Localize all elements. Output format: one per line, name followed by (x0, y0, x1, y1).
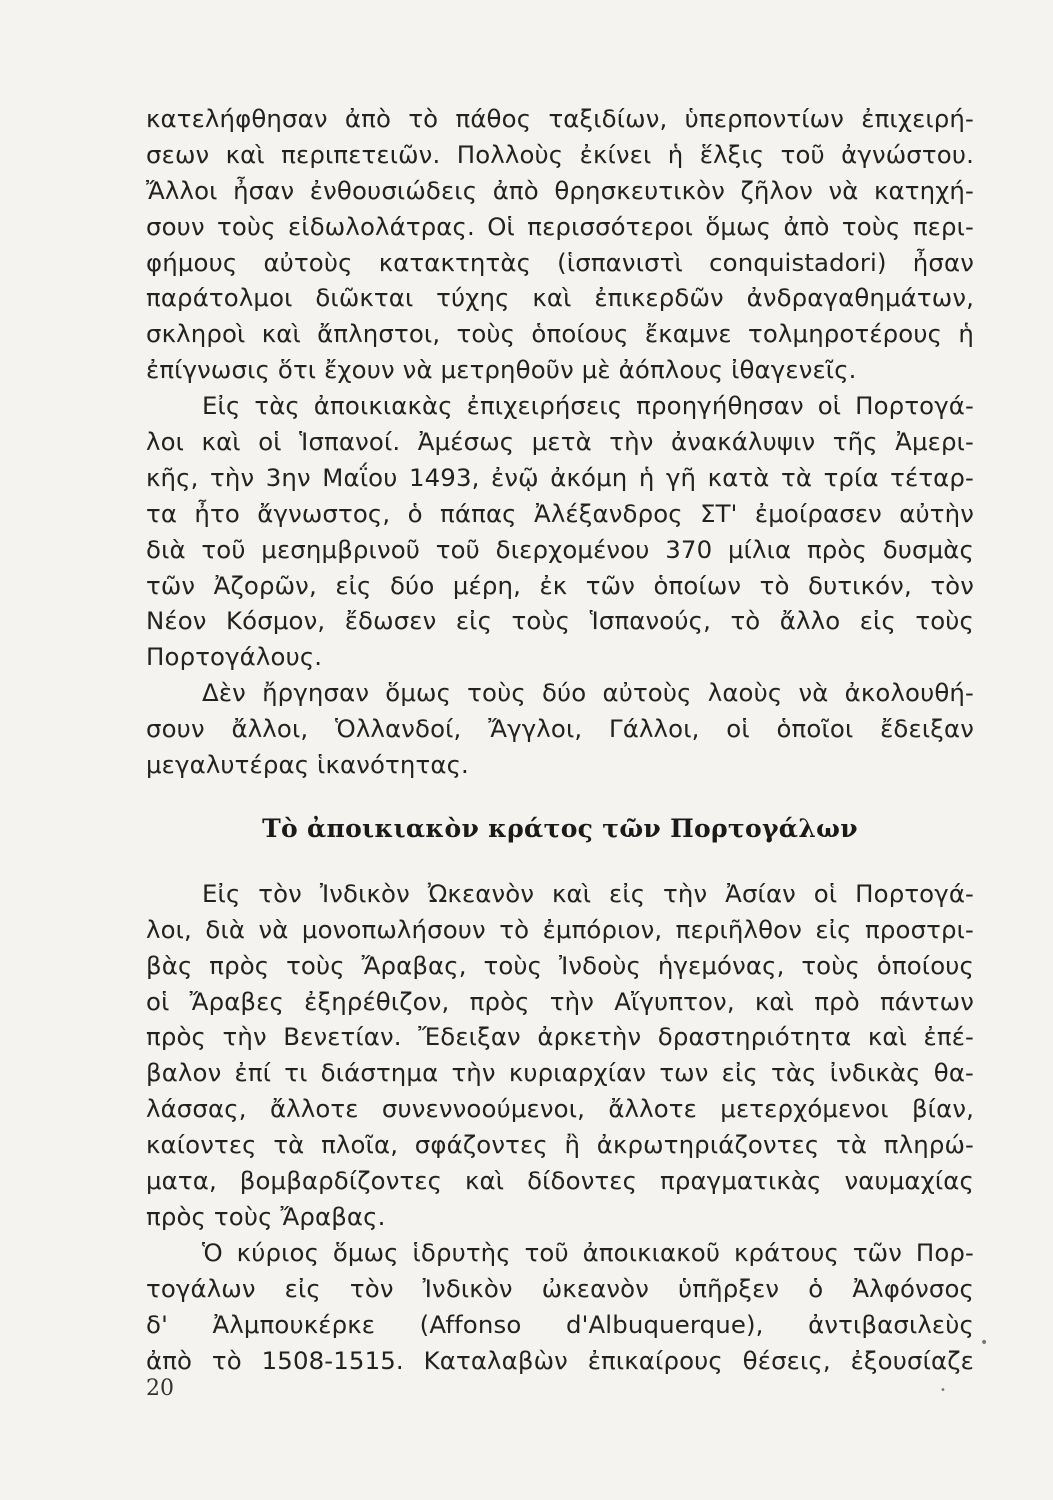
text-line: λοι καὶ οἱ Ἱσπανοί. Ἀμέσως μετὰ τὴν ἀνακάλυψιν τῆς Ἀμερι- (146, 427, 974, 457)
section-heading-container (146, 783, 974, 876)
text-line: Ὁ κύριος ὅμως ἱδρυτὴς τοῦ ἀποικιακοῦ κράτους τῶν Πορ- (202, 1237, 974, 1267)
text-line: σουν ἄλλοι, Ὁλλανδοί, Ἄγγλοι, Γάλλοι, οἱ ὁποῖοι ἔδειξαν (146, 714, 974, 744)
text-line: ἐπίγνωσις ὅτι ἔχουν νὰ μετρηθοῦν μὲ ἀόπλους ἰθαγενεῖς. (146, 355, 857, 385)
text-line: τῶν Ἀζορῶν, εἰς δύο μέρη, ἐκ τῶν ὁποίων τὸ δυτικόν, τὸν (146, 570, 974, 600)
text-line: σεων καὶ περιπετειῶν. Πολλοὺς ἐκίνει ἡ ἕλξις τοῦ ἀγνώστου. (146, 139, 974, 169)
scan-speck: • (940, 1385, 946, 1396)
text-line: Εἰς τὰς ἀποικιακὰς ἐπιχειρήσεις προηγήθησαν οἱ Πορτογά- (202, 391, 974, 421)
text-line: σουν τοὺς εἰδωλολάτρας. Οἱ περισσότεροι ὅμως ἀπὸ τοὺς περι- (146, 211, 974, 241)
text-line: βαλον ἐπί τι διάστημα τὴν κυριαρχίαν των εἰς τὰς ἰνδικὰς θα- (146, 1058, 974, 1088)
text-line: τα ἦτο ἄγνωστος, ὁ πάπας Ἀλέξανδρος ΣΤ' ἐμοίρασεν αὐτὴν (146, 498, 974, 528)
body-text (146, 101, 974, 1378)
section-heading: Τὸ ἀποικιακὸν κράτος τῶν Πορτογάλων (262, 814, 858, 844)
text-line: Πορτογάλους. (146, 642, 323, 672)
text-line: δ' Ἀλμπουκέρκε (Affonso d'Albuquerque), ἀντιβασιλεὺς (146, 1309, 974, 1339)
text-line: πρὸς τοὺς Ἄραβας. (146, 1201, 386, 1231)
text-line: Εἰς τὸν Ἰνδικὸν Ὠκεανὸν καὶ εἰς τὴν Ἀσίαν οἱ Πορτογά- (202, 878, 974, 908)
text-line: βὰς πρὸς τοὺς Ἄραβας, τοὺς Ἰνδοὺς ἡγεμόνας, τοὺς ὁποίους (146, 950, 974, 980)
text-line: ματα, βομβαρδίζοντες καὶ δίδοντες πραγματικὰς ναυμαχίας (146, 1166, 974, 1196)
text-line: καίοντες τὰ πλοῖα, σφάζοντες ἢ ἀκρωτηριάζοντες τὰ πληρώ- (146, 1130, 974, 1160)
text-line: μεγαλυτέρας ἱκανότητας. (146, 750, 469, 780)
text-line: Νέον Κόσμον, ἔδωσεν εἰς τοὺς Ἱσπανούς, τὸ ἄλλο εἰς τοὺς (146, 606, 974, 636)
text-line: Ἄλλοι ἦσαν ἐνθουσιώδεις ἀπὸ θρησκευτικὸν ζῆλον νὰ κατηχή- (146, 175, 974, 205)
text-line: σκληροὶ καὶ ἄπληστοι, τοὺς ὁποίους ἔκαμνε τολμηροτέρους ἡ (146, 319, 974, 349)
text-line: πρὸς τὴν Βενετίαν. Ἔδειξαν ἀρκετὴν δραστηριότητα καὶ ἐπέ- (146, 1022, 974, 1052)
text-line: λάσσας, ἄλλοτε συνεννοούμενοι, ἄλλοτε μετερχόμενοι βίαν, (146, 1094, 974, 1124)
scan-speck: • (980, 1335, 989, 1351)
text-line: τογάλων εἰς τὸν Ἰνδικὸν ὠκεανὸν ὑπῆρξεν ὁ Ἀλφόνσος (146, 1273, 974, 1303)
text-line: οἱ Ἄραβες ἐξηρέθιζον, πρὸς τὴν Αἴγυπτον, καὶ πρὸ πάντων (146, 986, 974, 1016)
text-line: διὰ τοῦ μεσημβρινοῦ τοῦ διερχομένου 370 μίλια πρὸς δυσμὰς (146, 534, 974, 564)
text-line: κῆς, τὴν 3ην Μαΐου 1493, ἐνῷ ἀκόμη ἡ γῆ κατὰ τὰ τρία τέταρ- (146, 462, 974, 492)
text-line: παράτολμοι διῶκται τύχης καὶ ἐπικερδῶν ἀνδραγαθημάτων, (146, 283, 974, 313)
text-line: ἀπὸ τὸ 1508-1515. Καταλαβὼν ἐπικαίρους θέσεις, ἐξουσίαζε (146, 1345, 974, 1375)
text-line: λοι, διὰ νὰ μονοπωλήσουν τὸ ἐμπόριον, περιῆλθον εἰς προστρι- (146, 914, 974, 944)
text-line: φήμους αὐτοὺς κατακτητὰς (ἱσπανιστὶ conquistadori) ἦσαν (146, 247, 974, 277)
text-line: Δὲν ἤργησαν ὅμως τοὺς δύο αὐτοὺς λαοὺς νὰ ἀκολουθή- (202, 678, 974, 708)
page-number: 20 (146, 1376, 174, 1401)
text-line: κατελήφθησαν ἀπὸ τὸ πάθος ταξιδίων, ὑπερποντίων ἐπιχειρή- (146, 104, 974, 133)
